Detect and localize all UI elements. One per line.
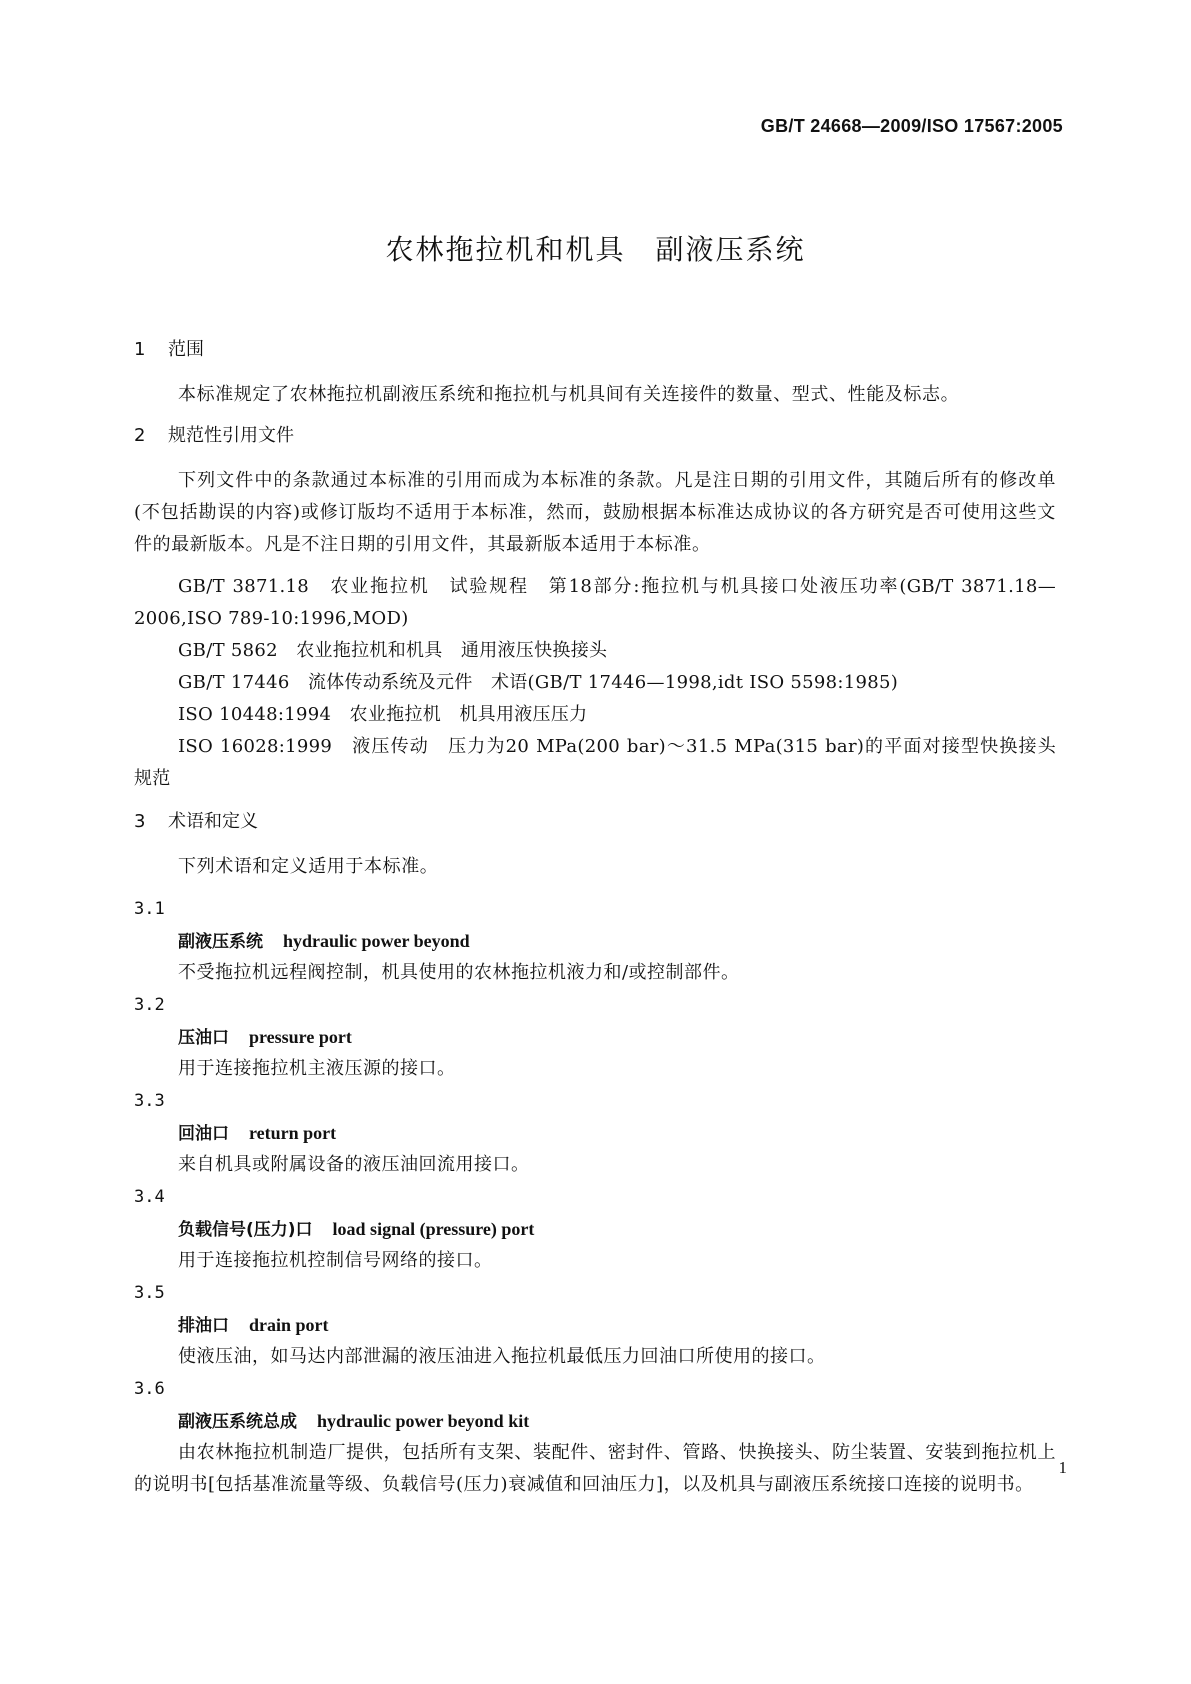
- reference-item: GB/T 3871.18 农业拖拉机 试验规程 第18部分:拖拉机与机具接口处液压功率(GB/T 3871.18—2006,ISO 789-10:1996,MOD): [134, 576, 1056, 629]
- section-1-paragraph: 本标准规定了农林拖拉机副液压系统和拖拉机与机具间有关连接件的数量、型式、性能及标志。: [178, 384, 960, 405]
- term-name: [134, 1405, 1056, 1437]
- term-name-en: pressure port: [249, 1027, 352, 1047]
- term-name-en: drain port: [249, 1315, 329, 1335]
- section-number: 2: [134, 425, 146, 446]
- standard-number: GB/T 24668—2009/ISO 17567:2005: [760, 116, 1063, 136]
- section-number: 3: [134, 811, 146, 832]
- term-entry: [134, 893, 1056, 989]
- section-1-heading: [134, 335, 1056, 379]
- section-3-heading: [134, 807, 1056, 851]
- term-number: 3.3: [134, 1091, 165, 1111]
- term-name: [134, 1309, 1056, 1341]
- term-entry: [134, 1085, 1056, 1181]
- term-name: [134, 925, 1056, 957]
- term-number: 3.5: [134, 1283, 165, 1303]
- term-entry: [134, 1181, 1056, 1277]
- term-definition: 来自机具或附属设备的液压油回流用接口。: [178, 1154, 530, 1175]
- term-name-zh: 回油口: [178, 1124, 229, 1144]
- term-entry: [134, 1373, 1056, 1501]
- term-name-zh: 副液压系统: [178, 932, 263, 952]
- document-body: [134, 335, 1075, 1501]
- section-2-heading: [134, 421, 1056, 465]
- term-name: [134, 1021, 1056, 1053]
- section-title: 范围: [168, 339, 204, 360]
- term-name-en: hydraulic power beyond: [283, 931, 470, 951]
- term-entry: [134, 1277, 1056, 1373]
- term-name: [134, 1213, 1056, 1245]
- document-title: 农林拖拉机和机具 副液压系统: [385, 233, 806, 266]
- term-number: 3.4: [134, 1187, 165, 1207]
- term-definition: 由农林拖拉机制造厂提供，包括所有支架、装配件、密封件、管路、快换接头、防尘装置、安装到拖拉机上的说明书[包括基准流量等级、负载信号(压力)衰减值和回油压力]，以及机具与副液压系统接口连接的说明书。: [134, 1442, 1056, 1495]
- term-number: 3.6: [134, 1379, 165, 1399]
- section-number: 1: [134, 339, 146, 360]
- section-title: 术语和定义: [168, 811, 258, 832]
- section-title: 规范性引用文件: [168, 425, 294, 446]
- term-entry: [134, 989, 1056, 1085]
- reference-item: ISO 10448:1994 农业拖拉机 机具用液压压力: [178, 704, 588, 725]
- term-name: [134, 1117, 1056, 1149]
- term-definition: 使液压油，如马达内部泄漏的液压油进入拖拉机最低压力回油口所使用的接口。: [178, 1346, 826, 1367]
- section-3-paragraph: 下列术语和定义适用于本标准。: [178, 856, 439, 877]
- reference-item: ISO 16028:1999 液压传动 压力为20 MPa(200 bar)～31.5 MPa(315 bar)的平面对接型快换接头 规范: [134, 736, 1075, 789]
- term-number: 3.2: [134, 995, 165, 1015]
- term-name-en: return port: [249, 1123, 337, 1143]
- term-name-zh: 副液压系统总成: [178, 1412, 297, 1432]
- term-name-en: hydraulic power beyond kit: [317, 1411, 530, 1431]
- term-name-zh: 排油口: [178, 1316, 229, 1336]
- term-definition: 用于连接拖拉机主液压源的接口。: [178, 1058, 456, 1079]
- section-2-paragraph: 下列文件中的条款通过本标准的引用而成为本标准的条款。凡是注日期的引用文件，其随后所有的修改单(不包括勘误的内容)或修订版均不适用于本标准，然而，鼓励根据本标准达成协议的各方研究是否可使用这些文件的最新版本。凡是不注日期的引用文件，其最新版本适用于本标准。: [134, 470, 1056, 555]
- term-number: 3.1: [134, 899, 165, 919]
- reference-item: GB/T 17446 流体传动系统及元件 术语(GB/T 17446—1998,idt ISO 5598:1985): [178, 672, 899, 693]
- reference-item: GB/T 5862 农业拖拉机和机具 通用液压快换接头: [178, 640, 608, 661]
- term-name-zh: 负载信号(压力)口: [178, 1220, 313, 1240]
- term-definition: 不受拖拉机远程阀控制，机具使用的农林拖拉机液力和/或控制部件。: [178, 962, 740, 983]
- term-name-en: load signal (pressure) port: [332, 1219, 535, 1239]
- term-definition: 用于连接拖拉机控制信号网络的接口。: [178, 1250, 493, 1271]
- page-number: 1: [1058, 1458, 1067, 1477]
- term-name-zh: 压油口: [178, 1028, 229, 1048]
